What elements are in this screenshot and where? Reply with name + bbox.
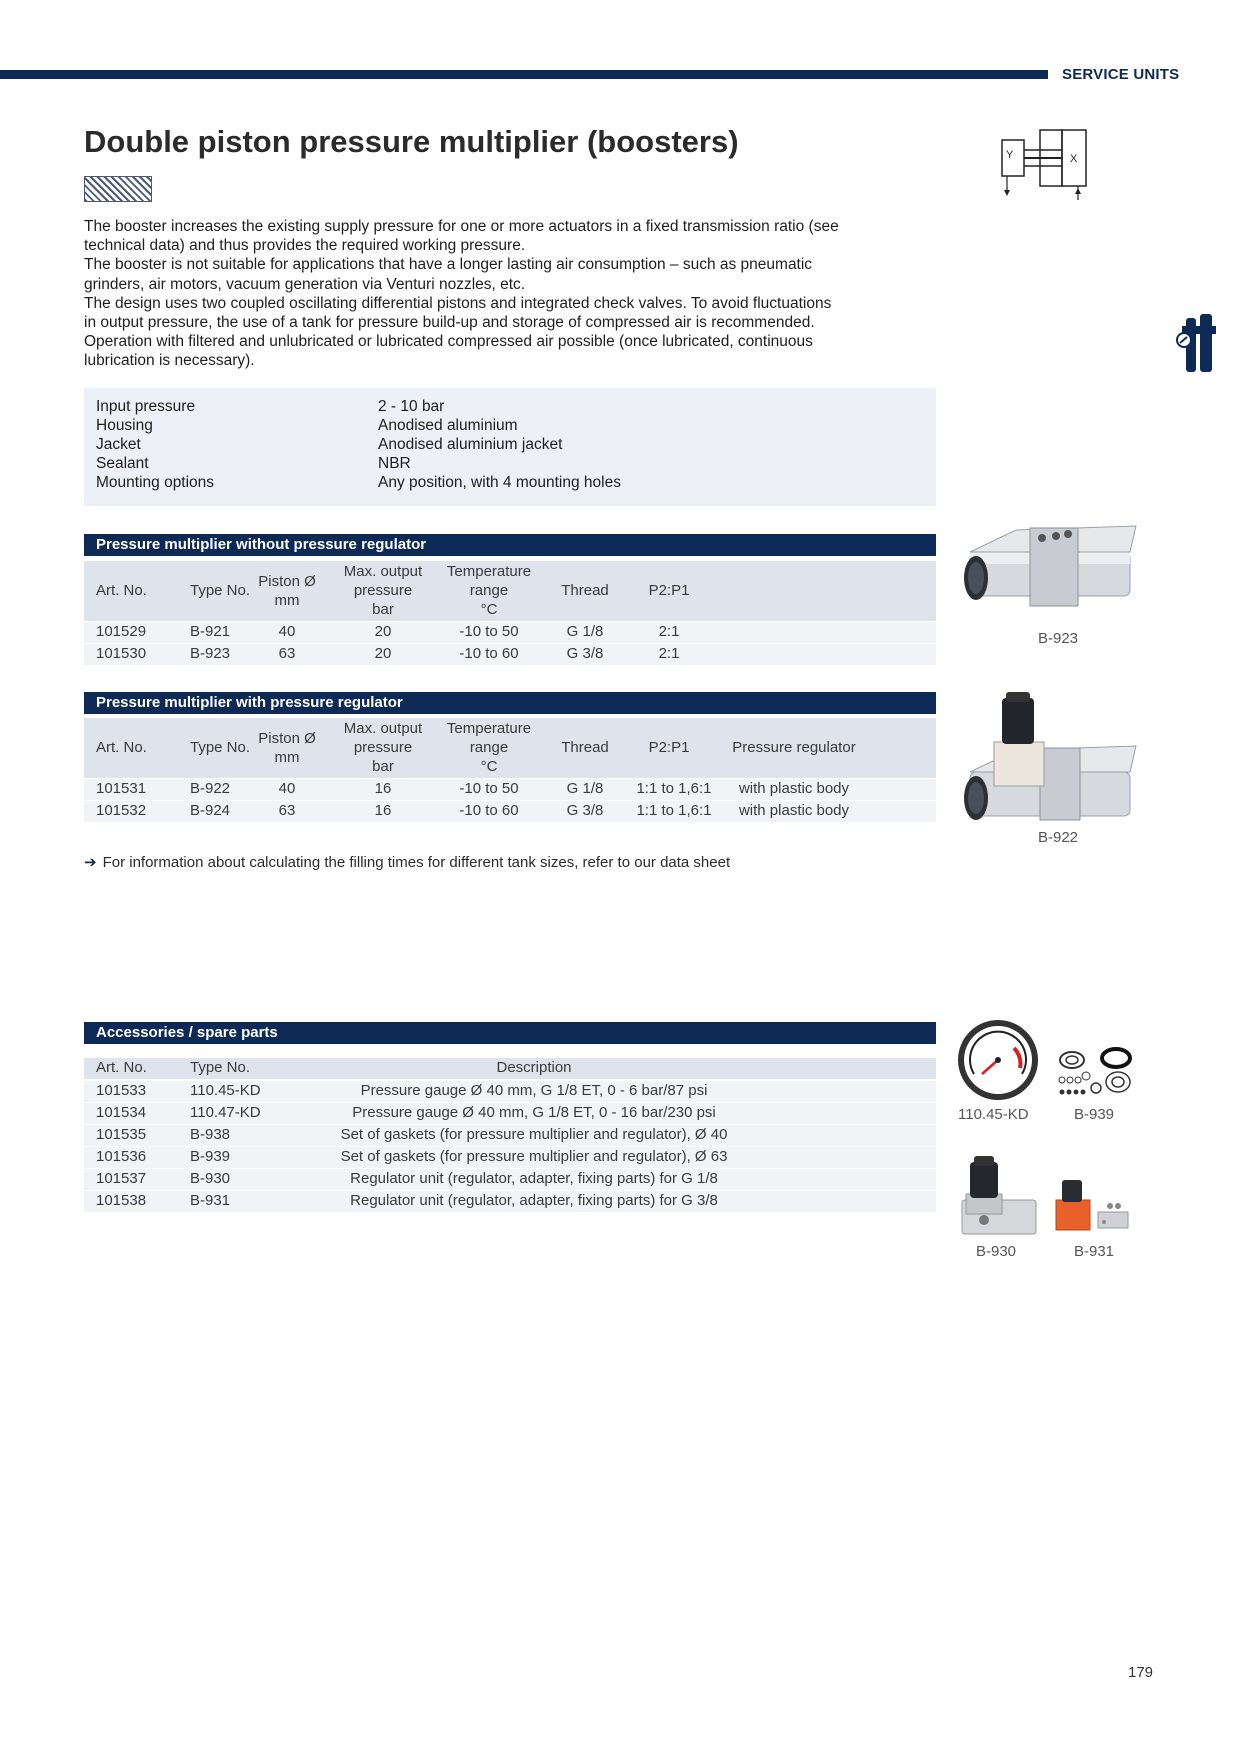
col-header: Thread <box>561 582 609 599</box>
booster-b922-image <box>956 688 1142 838</box>
cell: G 1/8 <box>566 780 604 797</box>
spec-value: 2 - 10 bar <box>378 398 445 415</box>
spec-value: Anodised aluminium jacket <box>378 436 563 453</box>
cell: 101530 <box>96 645 147 662</box>
col-header: P2:P1 <box>648 739 690 756</box>
col-header: Art. No. <box>96 1059 147 1076</box>
table1-header <box>84 561 936 621</box>
table2-header <box>84 718 936 778</box>
cell: 101538 <box>96 1192 147 1209</box>
cell: 40 <box>278 780 296 797</box>
cell: -10 to 60 <box>459 802 519 819</box>
col-header: Description <box>496 1059 572 1076</box>
cell: 20 <box>374 623 392 640</box>
intro-paragraph: The design uses two coupled oscillating differential pistons and integrated check valves. To avoid fluctuations in output pressure, the use of a tank for pressure build-up and storage of compressed air is recommended. Operation with filtered and unlubricated or lubricated compressed air possible (once lubricated, continuous lubrication is necessary). <box>84 294 832 370</box>
cell: B-939 <box>190 1148 231 1165</box>
cell: -10 to 50 <box>459 780 519 797</box>
header-bar <box>0 70 1048 79</box>
booster-b923-image <box>956 522 1142 626</box>
regulator-unit-b931-image <box>1052 1176 1138 1238</box>
table-row <box>84 621 936 643</box>
cell: 2:1 <box>658 645 680 662</box>
col-header: Max. output pressure bar <box>343 563 423 618</box>
cell: -10 to 50 <box>459 623 519 640</box>
col-header: Pressure regulator <box>732 739 856 756</box>
cell: G 3/8 <box>566 645 604 662</box>
table-row <box>84 800 936 822</box>
cell: 63 <box>278 802 296 819</box>
table1-title: Pressure multiplier without pressure regulator <box>84 534 936 556</box>
spec-value: Any position, with 4 mounting holes <box>378 474 621 491</box>
cell: Pressure gauge Ø 40 mm, G 1/8 ET, 0 - 6 bar/87 psi <box>360 1082 708 1099</box>
image-caption: B-931 <box>1074 1243 1115 1260</box>
intro-paragraph: The booster increases the existing supply pressure for one or more actuators in a fixed transmission ratio (see technical data) and thus provides the required working pressure. <box>84 218 839 255</box>
table-row <box>84 1168 936 1190</box>
image-caption: B-923 <box>1038 630 1079 647</box>
spec-key: Input pressure <box>96 398 196 415</box>
cell: 16 <box>374 780 392 797</box>
table-row <box>84 643 936 665</box>
cell: -10 to 60 <box>459 645 519 662</box>
note-text: For information about calculating the filling times for different tank sizes, refer to our data sheet <box>102 854 731 871</box>
accessories-header <box>84 1058 936 1079</box>
col-header: Art. No. <box>96 739 147 756</box>
cell: 1:1 to 1,6:1 <box>636 802 712 819</box>
hatched-marker-icon <box>84 176 152 202</box>
spec-value: Anodised aluminium <box>378 417 518 434</box>
col-header: Type No. <box>190 582 251 599</box>
cell: B-938 <box>190 1126 231 1143</box>
table-row <box>84 1102 936 1124</box>
cell: Set of gaskets (for pressure multiplier and regulator), Ø 63 <box>340 1148 728 1165</box>
cell: G 3/8 <box>566 802 604 819</box>
cell: 110.45-KD <box>190 1082 261 1099</box>
col-header: Piston Ø mm <box>258 573 316 609</box>
cell: B-922 <box>190 780 231 797</box>
cell: B-924 <box>190 802 231 819</box>
cell: Pressure gauge Ø 40 mm, G 1/8 ET, 0 - 16 bar/230 psi <box>352 1104 716 1121</box>
section-label: SERVICE UNITS <box>1062 66 1180 83</box>
spec-box <box>84 388 936 506</box>
cell: 20 <box>374 645 392 662</box>
spec-key: Sealant <box>96 455 149 472</box>
symbol-label-y: Y <box>1006 149 1014 161</box>
spec-key: Jacket <box>96 436 141 453</box>
cell: with plastic body <box>738 802 850 819</box>
col-header: Piston Ø mm <box>258 730 316 766</box>
image-caption: B-922 <box>1038 829 1079 846</box>
arrow-right-icon: ➔ <box>84 854 97 871</box>
cell: Regulator unit (regulator, adapter, fixing parts) for G 3/8 <box>350 1192 718 1209</box>
image-caption: B-939 <box>1074 1106 1115 1123</box>
spec-key: Housing <box>96 417 153 434</box>
spec-key: Mounting options <box>96 474 215 491</box>
cell: G 1/8 <box>566 623 604 640</box>
gasket-set-image <box>1054 1046 1138 1102</box>
intro-paragraph: The booster is not suitable for applications that have a longer lasting air consumption – such as pneumatic grinders, air motors, vacuum generation via Venturi nozzles, etc. <box>84 256 813 293</box>
col-header: Thread <box>561 739 609 756</box>
col-header: Max. output pressure bar <box>343 720 423 775</box>
info-note <box>84 853 730 871</box>
cell: 110.47-KD <box>190 1104 261 1121</box>
cell: 63 <box>278 645 296 662</box>
col-header: Temperature range °C <box>446 720 532 775</box>
booster-symbol-icon <box>1000 128 1090 204</box>
table-row <box>84 778 936 800</box>
intro-text <box>84 217 844 371</box>
table-row <box>84 1080 936 1102</box>
cell: 101534 <box>96 1104 147 1121</box>
cell: Regulator unit (regulator, adapter, fixing parts) for G 1/8 <box>350 1170 718 1187</box>
image-caption: 110.45-KD <box>958 1106 1029 1123</box>
regulator-unit-b930-image <box>954 1154 1040 1238</box>
cell: B-930 <box>190 1170 231 1187</box>
col-header: Type No. <box>190 1059 251 1076</box>
cell: 101535 <box>96 1126 147 1143</box>
symbol-label-x: X <box>1070 153 1078 165</box>
cell: with plastic body <box>738 780 850 797</box>
table-row <box>84 1146 936 1168</box>
image-caption: B-930 <box>976 1243 1017 1260</box>
spec-value: NBR <box>378 455 411 472</box>
cell: 2:1 <box>658 623 680 640</box>
cell: 101529 <box>96 623 147 640</box>
cell: 16 <box>374 802 392 819</box>
page-title: Double piston pressure multiplier (boosters) <box>84 124 739 159</box>
col-header: Type No. <box>190 739 251 756</box>
cell: 1:1 to 1,6:1 <box>636 780 712 797</box>
table-row <box>84 1124 936 1146</box>
cell: B-931 <box>190 1192 231 1209</box>
accessories-title: Accessories / spare parts <box>84 1022 936 1044</box>
page-number: 179 <box>1128 1664 1154 1681</box>
table-row <box>84 1190 936 1212</box>
cell: 101532 <box>96 802 147 819</box>
table2-title: Pressure multiplier with pressure regulator <box>84 692 936 714</box>
cell: 101533 <box>96 1082 147 1099</box>
cell: 40 <box>278 623 296 640</box>
col-header: Art. No. <box>96 582 147 599</box>
cell: 101537 <box>96 1170 147 1187</box>
cell: 101531 <box>96 780 147 797</box>
cell: B-923 <box>190 645 231 662</box>
col-header: Temperature range °C <box>446 563 532 618</box>
cell: B-921 <box>190 623 231 640</box>
cell: 101536 <box>96 1148 147 1165</box>
pressure-gauge-image <box>956 1018 1040 1102</box>
col-header: P2:P1 <box>648 582 690 599</box>
cell: Set of gaskets (for pressure multiplier and regulator), Ø 40 <box>340 1126 728 1143</box>
service-unit-tab-icon <box>1176 312 1220 378</box>
